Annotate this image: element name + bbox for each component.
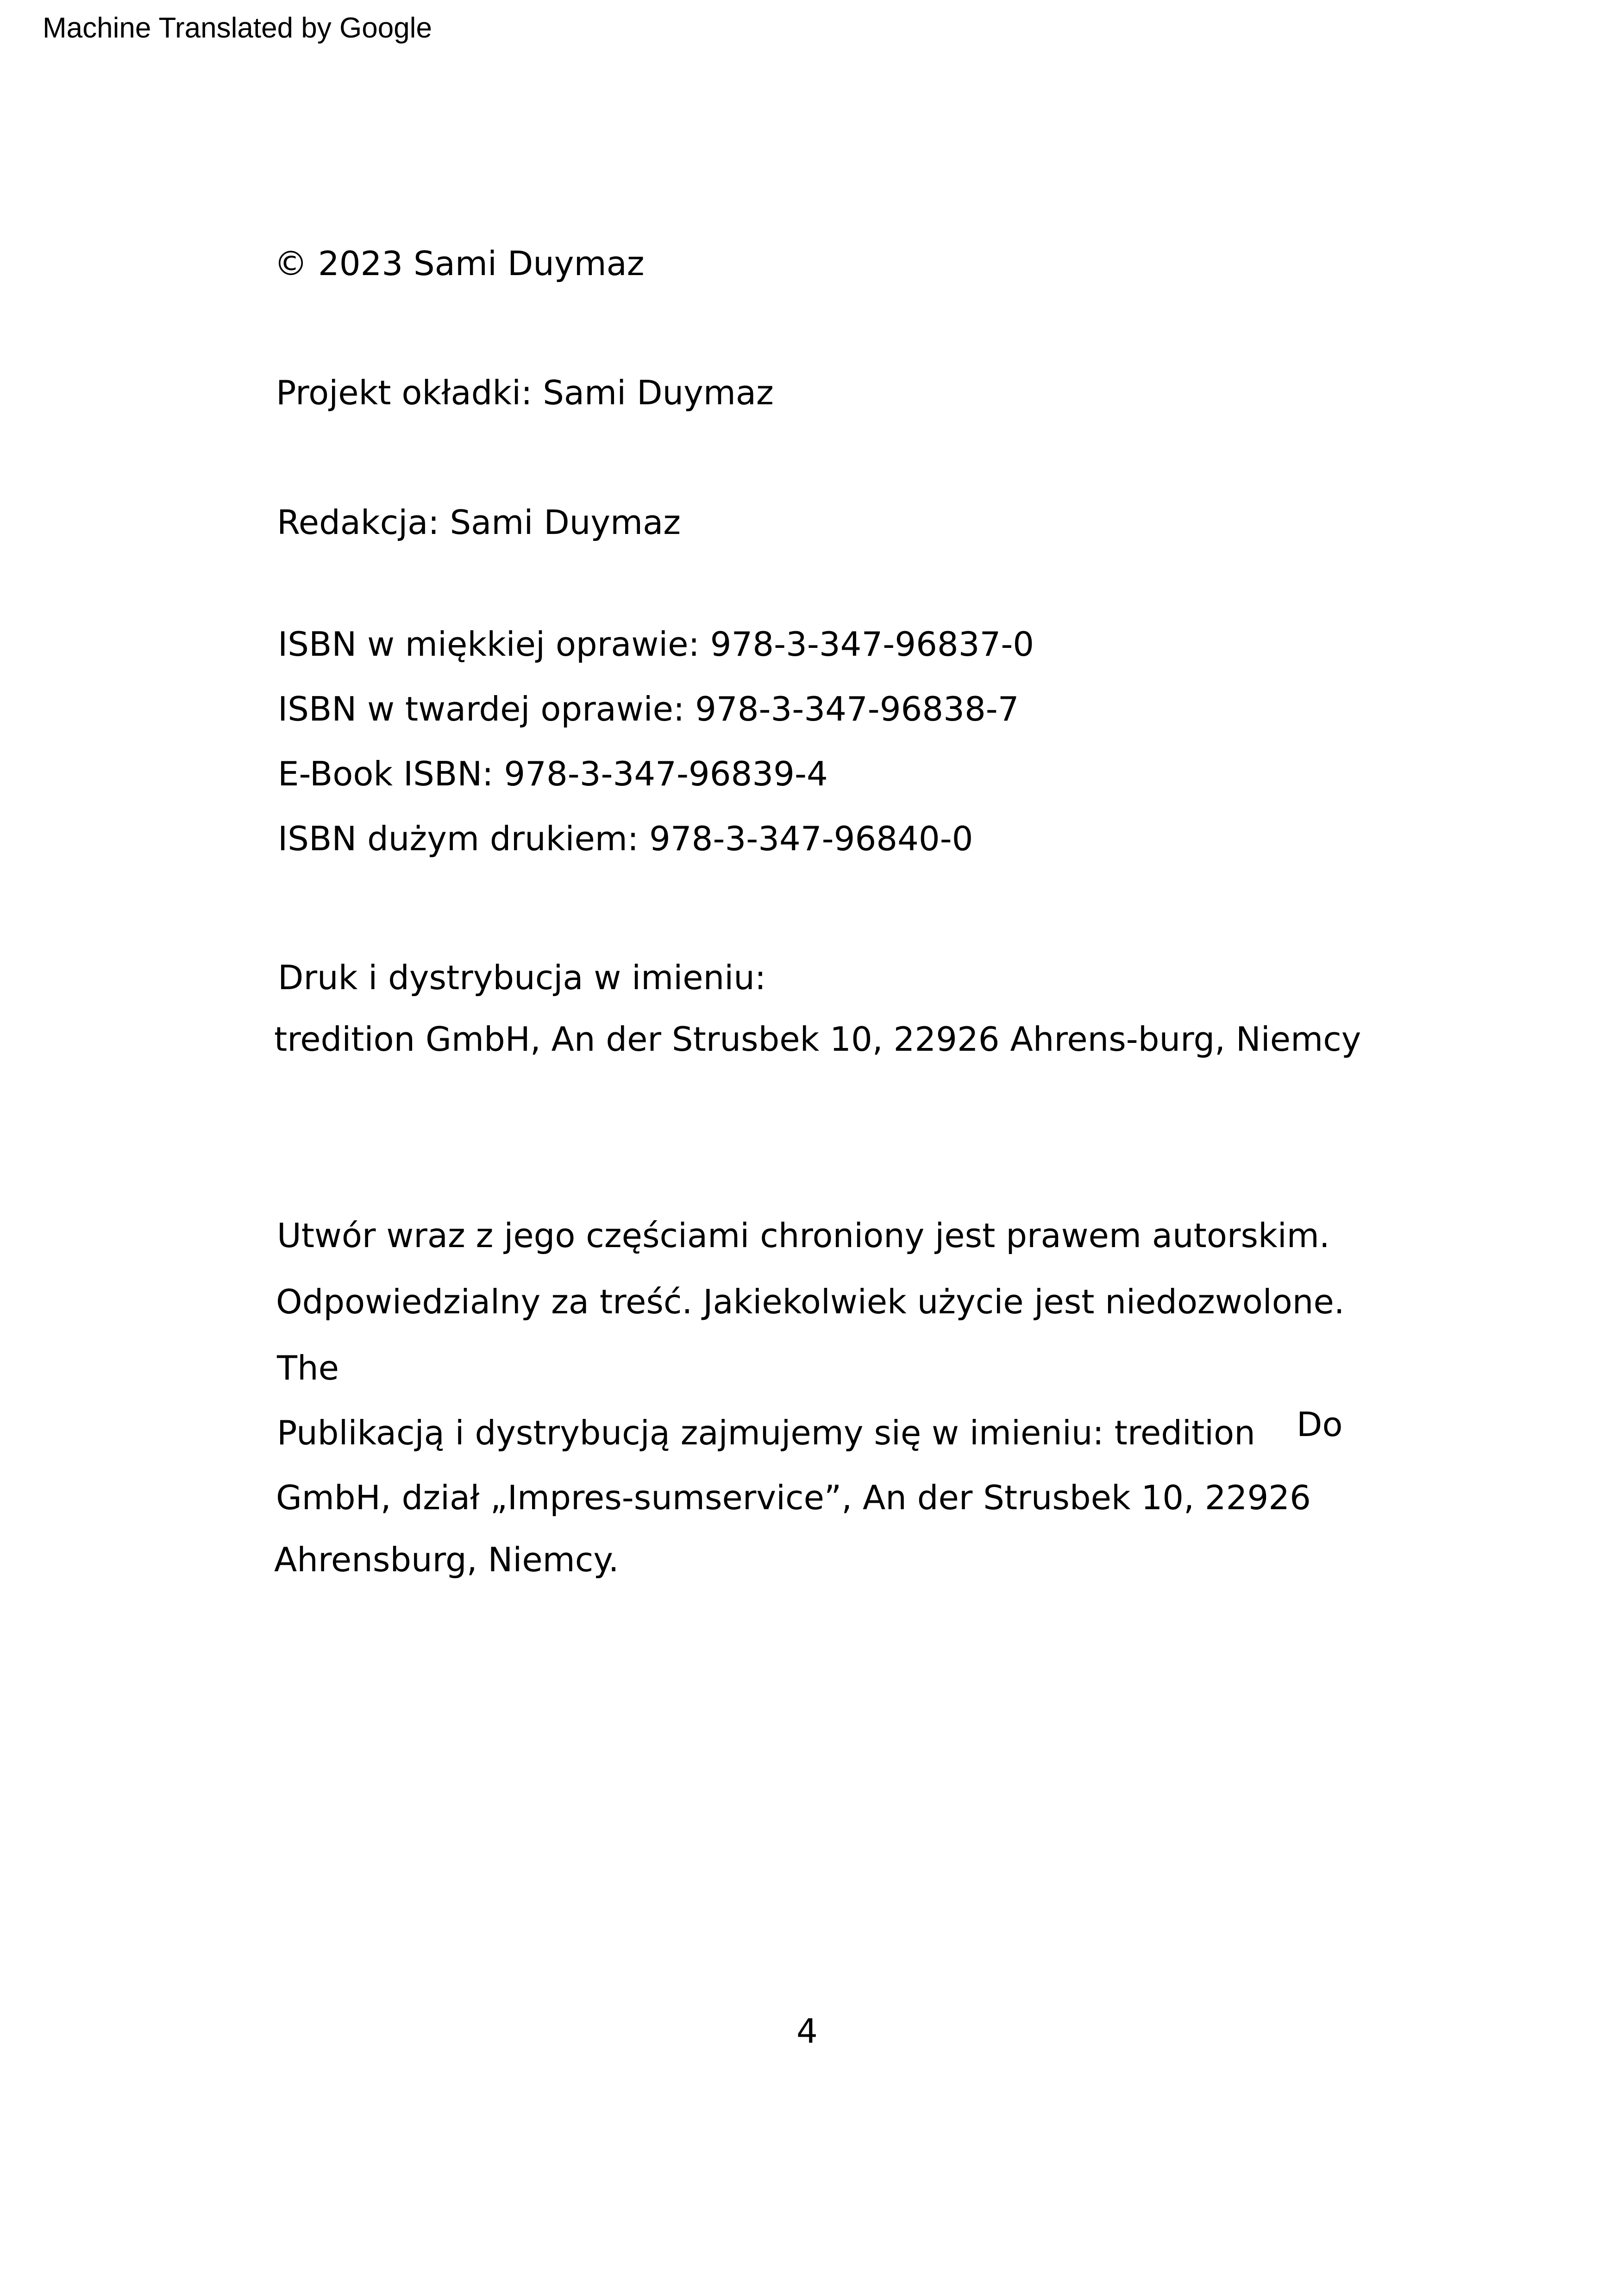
- rights-line-5: GmbH, dział „Impres-sumservice”, An der Strusbek 10, 22926: [276, 1478, 1311, 1517]
- page-number: 4: [796, 2012, 818, 2051]
- printing-address: tredition GmbH, An der Strusbek 10, 22926 Ahrens-burg, Niemcy: [274, 1020, 1361, 1059]
- rights-line-4: Publikacją i dystrybucją zajmujemy się w imieniu: tredition: [277, 1413, 1255, 1452]
- rights-line-1: Utwór wraz z jego częściami chroniony jest prawem autorskim.: [277, 1216, 1330, 1255]
- copyright-line: © 2023 Sami Duymaz: [274, 244, 645, 283]
- rights-line-2: Odpowiedzialny za treść. Jakiekolwiek użycie jest niedozwolone.: [276, 1282, 1345, 1321]
- isbn-hardcover: ISBN w twardej oprawie: 978-3-347-96838-7: [278, 690, 1019, 728]
- isbn-large-print: ISBN dużym drukiem: 978-3-347-96840-0: [278, 819, 973, 858]
- printing-label: Druk i dystrybucja w imieniu:: [278, 958, 766, 997]
- cover-design-credit: Projekt okładki: Sami Duymaz: [276, 373, 774, 412]
- rights-line-4-aside: Do: [1297, 1405, 1343, 1444]
- rights-line-3: The: [277, 1349, 339, 1387]
- isbn-ebook: E-Book ISBN: 978-3-347-96839-4: [278, 754, 828, 793]
- editing-credit: Redakcja: Sami Duymaz: [277, 503, 681, 542]
- isbn-paperback: ISBN w miękkiej oprawie: 978-3-347-96837-0: [278, 625, 1034, 664]
- rights-line-6: Ahrensburg, Niemcy.: [274, 1540, 619, 1579]
- machine-translated-notice: Machine Translated by Google: [43, 12, 432, 44]
